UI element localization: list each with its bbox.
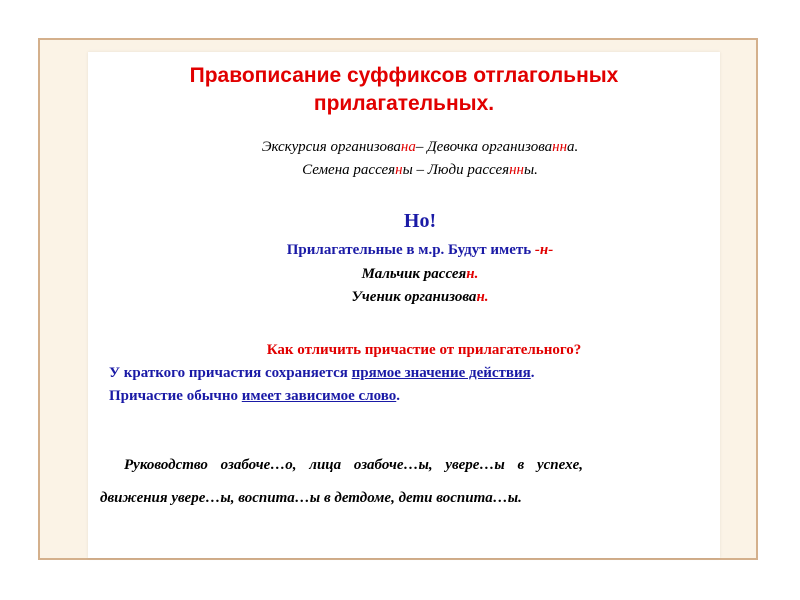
but-example-1-text: Мальчик рассея	[361, 266, 467, 282]
example-row-1	[88, 137, 736, 157]
example-2-text-b: ы – Люди рассея	[402, 162, 510, 178]
example-1-suffix-b: нн	[552, 139, 568, 155]
example-row-2	[88, 160, 736, 180]
slide-title	[88, 62, 720, 118]
bullet-1-end: .	[530, 365, 535, 381]
example-2-suffix-a: н	[395, 162, 403, 178]
example-2-text-a: Семена рассея	[302, 162, 396, 178]
but-rule-suffix: -н-	[534, 242, 554, 258]
but-example-1	[88, 264, 736, 284]
example-2-suffix-b: нн	[509, 162, 524, 178]
exercise-line-2: движения увере…ы, воспита…ы в детдоме, дети воспита…ы.	[100, 490, 522, 506]
but-rule	[88, 240, 736, 260]
bullet-2-text: Причастие обычно	[109, 388, 242, 404]
example-1-text-b: – Девочка организова	[415, 139, 553, 155]
bullet-1-text: У краткого причастия сохраняется	[109, 365, 352, 381]
title-line-2: прилагательных.	[313, 92, 495, 115]
bullet-2-link[interactable]: имеет зависимое слово	[241, 388, 397, 404]
bullet-2	[109, 386, 729, 406]
example-2-text-c: ы.	[523, 162, 538, 178]
example-1-text-a: Экскурсия организова	[261, 139, 401, 155]
but-rule-text: Прилагательные в м.р. Будут иметь	[286, 242, 535, 258]
bullet-1-link[interactable]: прямое значение действия	[351, 365, 531, 381]
but-example-2-suffix: н.	[476, 289, 489, 305]
but-heading-row	[88, 211, 736, 233]
example-1-text-c: а.	[567, 139, 579, 155]
title-line-1: Правописание суффиксов отглагольных	[189, 64, 619, 87]
but-example-2	[88, 287, 736, 307]
but-example-1-suffix: н.	[466, 266, 479, 282]
bullet-1	[109, 363, 729, 383]
but-example-2-text: Ученик организова	[351, 289, 477, 305]
example-1-suffix-a: на	[400, 139, 416, 155]
bullet-2-end: .	[396, 388, 401, 404]
question: Как отличить причастие от прилагательного?	[266, 342, 582, 358]
but-heading: Но!	[403, 210, 437, 232]
exercise-line-1: Руководство озабоче…о, лица озабоче…ы, увере…ы в успехе,	[124, 457, 584, 473]
